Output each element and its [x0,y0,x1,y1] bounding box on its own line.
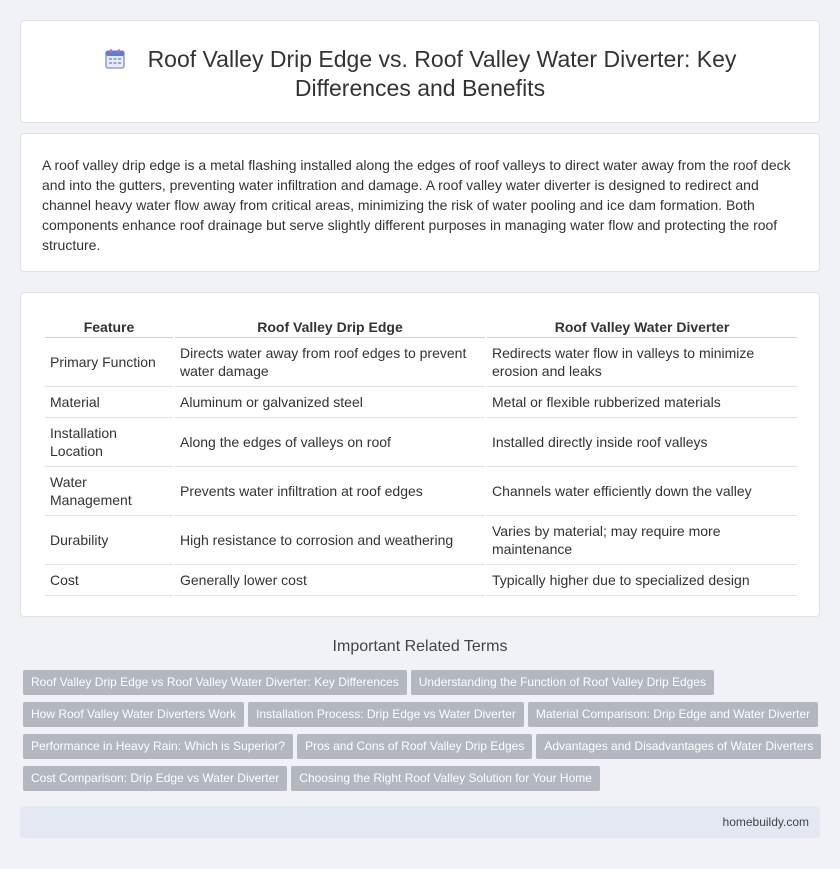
table-cell: Along the edges of valleys on roof [175,418,485,467]
table-row [45,565,797,596]
footer-site-name[interactable]: homebuildy.com [722,815,809,829]
related-term-tag[interactable]: Choosing the Right Roof Valley Solution for Your Home [291,766,600,791]
table-cell: Primary Function [45,338,173,387]
table-cell: Installation Location [45,418,173,467]
comparison-card [20,292,820,617]
column-header: Roof Valley Water Diverter [487,314,797,338]
table-cell: Metal or flexible rubberized materials [487,387,797,418]
related-term-tag[interactable]: Roof Valley Drip Edge vs Roof Valley Water Diverter: Key Differences [23,670,407,695]
table-cell: Water Management [45,467,173,516]
intro-card [20,133,820,272]
related-term-tag[interactable]: How Roof Valley Water Diverters Work [23,702,244,727]
table-header-row [45,314,797,338]
table-row [45,467,797,516]
comparison-table [43,314,799,596]
table-cell: High resistance to corrosion and weathering [175,516,485,565]
table-cell: Aluminum or galvanized steel [175,387,485,418]
column-header: Roof Valley Drip Edge [175,314,485,338]
page-title: Roof Valley Drip Edge vs. Roof Valley Water Diverter: Key Differences and Benefits [147,46,737,101]
footer-bar [20,806,820,838]
table-row [45,418,797,467]
table-cell: Prevents water infiltration at roof edges [175,467,485,516]
related-term-tag[interactable]: Installation Process: Drip Edge vs Water Diverter [248,702,524,727]
table-cell: Material [45,387,173,418]
intro-paragraph: A roof valley drip edge is a metal flashing installed along the edges of roof valleys to direct water away from the roof deck and into the gutters, preventing water infiltration and damage. A roof valley water diverter is designed to redirect and channel heavy water flow away from critical areas, minimizing the risk of water pooling and ice dam formation. Both components enhance roof drainage but serve slightly different purposes in managing water flow and protecting the roof structure. [42,157,791,253]
table-cell: Durability [45,516,173,565]
page-title-wrap [21,45,819,103]
table-cell: Cost [45,565,173,596]
table-cell: Generally lower cost [175,565,485,596]
table-cell: Typically higher due to specialized design [487,565,797,596]
related-term-tag[interactable]: Understanding the Function of Roof Valley Drip Edges [411,670,714,695]
related-term-tag[interactable]: Material Comparison: Drip Edge and Water Diverter [528,702,818,727]
related-terms-heading: Important Related Terms [332,638,508,655]
table-cell: Directs water away from roof edges to prevent water damage [175,338,485,387]
table-cell: Redirects water flow in valleys to minimize erosion and leaks [487,338,797,387]
table-row [45,387,797,418]
related-term-tag[interactable]: Pros and Cons of Roof Valley Drip Edges [297,734,532,759]
tag-row [23,734,823,766]
related-term-tag[interactable]: Cost Comparison: Drip Edge vs Water Diverter [23,766,287,791]
title-card [20,20,820,123]
tag-row [23,702,823,734]
table-cell: Channels water efficiently down the valley [487,467,797,516]
related-term-tag[interactable]: Performance in Heavy Rain: Which is Superior? [23,734,293,759]
column-header: Feature [45,314,173,338]
table-row [45,338,797,387]
tag-row [23,670,823,702]
related-terms-list [23,670,823,798]
table-cell: Varies by material; may require more maintenance [487,516,797,565]
tag-row [23,766,823,798]
related-term-tag[interactable]: Advantages and Disadvantages of Water Diverters [536,734,821,759]
calendar-icon [104,48,126,70]
table-cell: Installed directly inside roof valleys [487,418,797,467]
table-row [45,516,797,565]
